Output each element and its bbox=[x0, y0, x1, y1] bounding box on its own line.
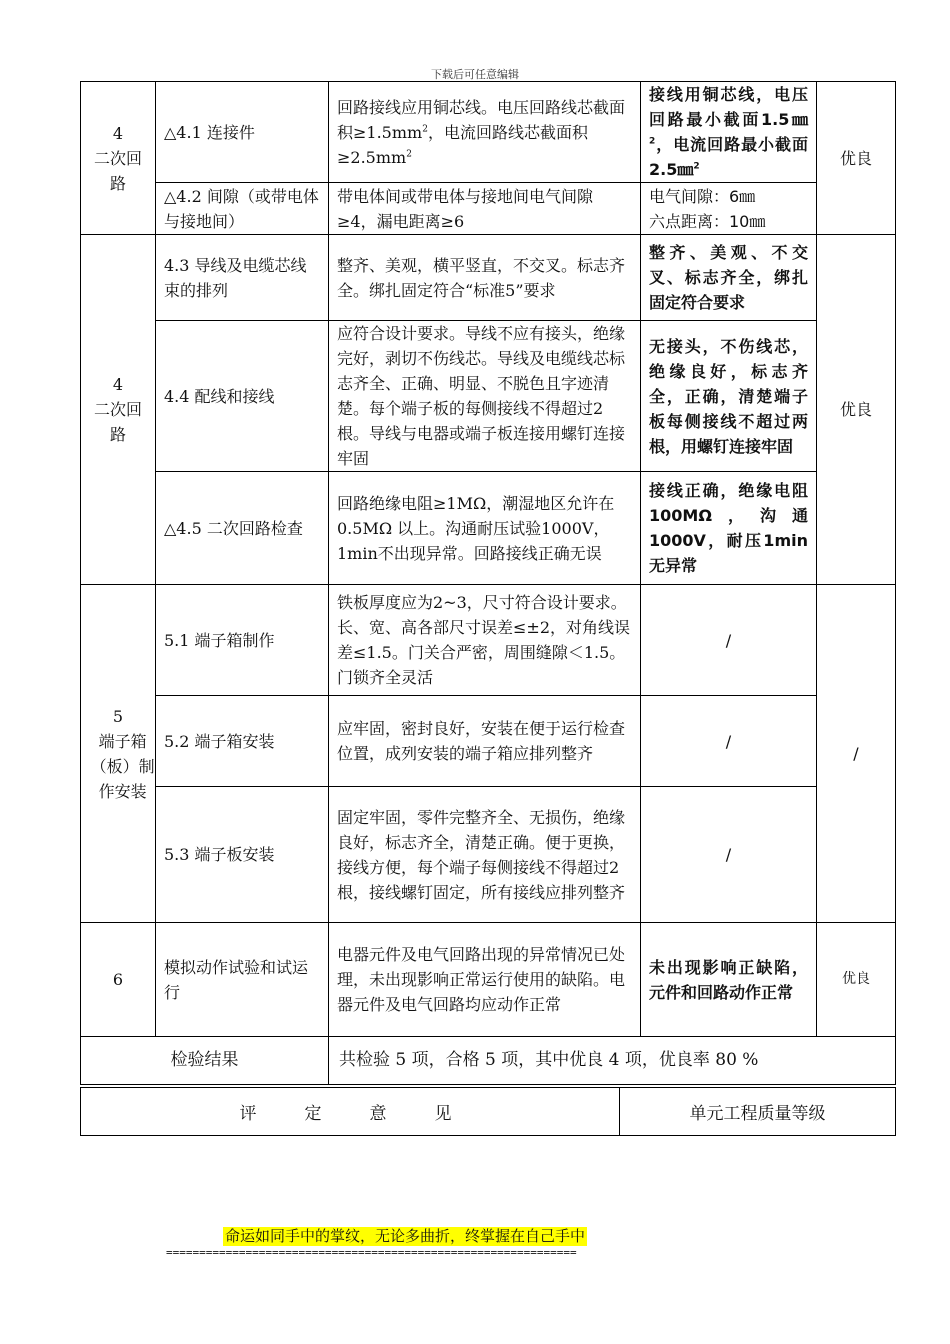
result-cell: 接线用铜芯线，电压回路最小截面1.5㎜$^2$，电流回路最小截面2.5㎜$^2$ bbox=[641, 82, 817, 183]
result-cell: / bbox=[641, 585, 817, 696]
table-row bbox=[81, 321, 896, 472]
group-name: 二次回路 bbox=[93, 400, 142, 444]
group-number: 5 bbox=[112, 706, 124, 726]
table-row bbox=[81, 235, 896, 321]
table-row bbox=[81, 82, 896, 183]
standard-cell: 整齐、美观，横平竖直，不交叉。标志齐全。绑扎固定符合“标准5”要求 bbox=[329, 235, 641, 321]
group-cell-6: 6 bbox=[81, 923, 156, 1037]
group-cell-4a bbox=[81, 82, 156, 235]
standard-cell: 固定牢固，零件完整齐全、无损伤，绝缘良好，标志齐全，清楚正确。便于更换，接线方便，每个端子每侧接线不得超过2根，接线螺钉固定，所有接线应排列整齐 bbox=[329, 787, 641, 923]
result-cell: 整齐、美观、不交叉、标志齐全，绑扎固定符合要求 bbox=[641, 235, 817, 321]
item-cell: 模拟动作试验和试运行 bbox=[156, 923, 329, 1037]
standard-cell: 应符合设计要求。导线不应有接头，绝缘完好，剥切不伤线芯。导线及电缆线芯标志齐全、正确、明显、不脱色且字迹清楚。每个端子板的每侧接线不得超过2根。导线与电器或端子板连接用螺钉连接牢固 bbox=[329, 321, 641, 472]
result-cell: 未出现影响正缺陷，元件和回路动作正常 bbox=[641, 923, 817, 1037]
group-number: 4 bbox=[112, 123, 124, 143]
item-cell: △4.5 二次回路检查 bbox=[156, 472, 329, 585]
standard-cell: 铁板厚度应为2~3，尺寸符合设计要求。长、宽、高各部尺寸误差≤±2，对角线误差≤1.5。门关合严密，周围缝隙＜1.5。门锁齐全灵活 bbox=[329, 585, 641, 696]
quality-grade-label: 单元工程质量等级 bbox=[620, 1088, 896, 1136]
item-cell: 5.2 端子箱安装 bbox=[156, 696, 329, 787]
summary-label: 检验结果 bbox=[81, 1037, 329, 1085]
group-name: 端子箱（板）制作安装 bbox=[90, 731, 155, 801]
summary-text: 共检验 5 项，合格 5 项，其中优良 4 项，优良率 80 % bbox=[329, 1037, 896, 1085]
footer-motto: 命运如同手中的掌纹，无论多曲折，终掌握在自己手中 bbox=[225, 1227, 586, 1245]
standard-cell: 带电体间或带电体与接地间电气间隙≥4，漏电距离≥6 bbox=[329, 183, 641, 235]
grade-cell: / bbox=[817, 585, 896, 923]
download-note: 下载后可任意编辑 bbox=[431, 68, 519, 81]
item-cell: 5.1 端子箱制作 bbox=[156, 585, 329, 696]
group-name: 二次回路 bbox=[93, 148, 142, 193]
group-number: 4 bbox=[112, 375, 124, 394]
result-cell: 接线正确，绝缘电阻100MΩ，沟通1000V，耐压1min无异常 bbox=[641, 472, 817, 585]
result-cell: / bbox=[641, 696, 817, 787]
result-cell: / bbox=[641, 787, 817, 923]
table-row bbox=[81, 696, 896, 787]
item-cell: 4.3 导线及电缆芯线束的排列 bbox=[156, 235, 329, 321]
item-cell: △4.1 连接件 bbox=[156, 82, 329, 183]
grade-cell: 优良 bbox=[817, 923, 896, 1037]
grade-cell: 优良 bbox=[817, 82, 896, 235]
group-cell-4b bbox=[81, 235, 156, 585]
result-cell: 无接头，不伤线芯，绝缘良好，标志齐全，正确，清楚端子板每侧接线不超过两根，用螺钉连接牢固 bbox=[641, 321, 817, 472]
rating-table bbox=[80, 1087, 896, 1136]
inspection-table bbox=[80, 81, 896, 1085]
group-cell-5 bbox=[81, 585, 156, 923]
table-row bbox=[81, 183, 896, 235]
table-row bbox=[81, 923, 896, 1037]
standard-cell: 应牢固，密封良好，安装在便于运行检查位置，成列安装的端子箱应排列整齐 bbox=[329, 696, 641, 787]
item-cell: 5.3 端子板安装 bbox=[156, 787, 329, 923]
result-cell: 电气间隙：6㎜ 六点距离：10㎜ bbox=[641, 183, 817, 235]
item-cell: 4.4 配线和接线 bbox=[156, 321, 329, 472]
rating-row bbox=[81, 1088, 896, 1136]
table-row bbox=[81, 585, 896, 696]
opinion-label: 评定意见 bbox=[81, 1088, 620, 1136]
summary-row bbox=[81, 1037, 896, 1085]
footer-rule: ============================================================== bbox=[166, 1246, 577, 1259]
table-row bbox=[81, 787, 896, 923]
item-cell: △4.2 间隙（或带电体与接地间） bbox=[156, 183, 329, 235]
standard-cell: 回路接线应用铜芯线。电压回路线芯截面积$\ge 1.5mm^2$，电流回路线芯截面积$\ge 2.5mm^2$ bbox=[329, 82, 641, 183]
standard-cell: 电器元件及电气回路出现的异常情况已处理，未出现影响正常运行使用的缺陷。电器元件及电气回路均应动作正常 bbox=[329, 923, 641, 1037]
table-row bbox=[81, 472, 896, 585]
grade-cell: 优良 bbox=[817, 235, 896, 585]
standard-cell: 回路绝缘电阻≥1MΩ，潮湿地区允许在0.5MΩ 以上。沟通耐压试验1000V，1min不出现异常。回路接线正确无误 bbox=[329, 472, 641, 585]
